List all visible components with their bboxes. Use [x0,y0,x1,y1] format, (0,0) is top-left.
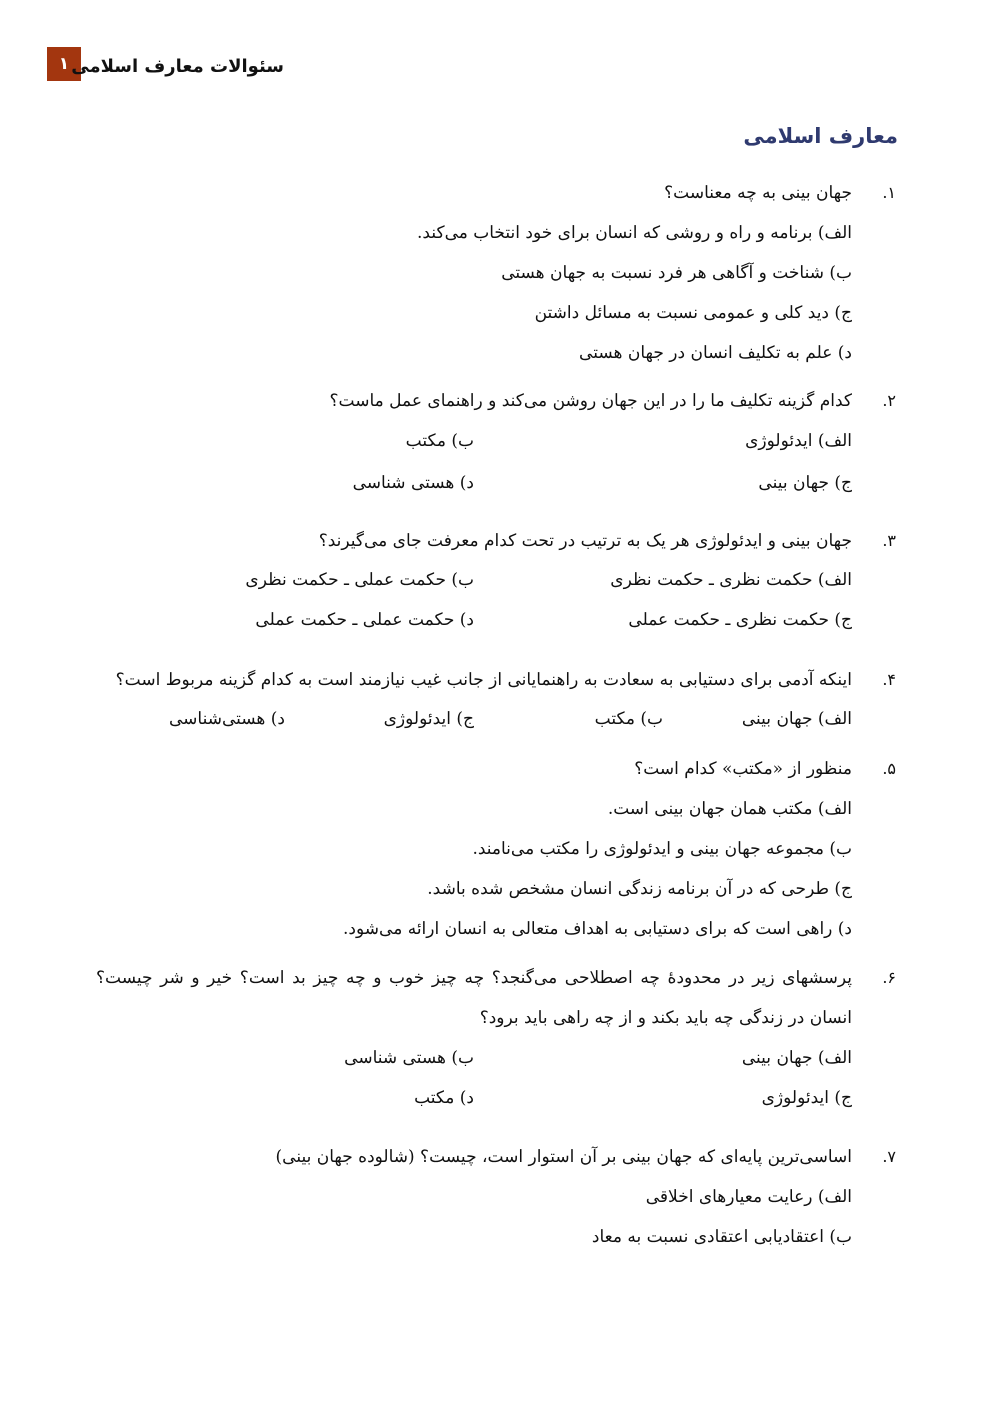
answer-option: د) حکمت عملی ـ حکمت عملی [255,610,474,630]
answer-option: الف) جهان بینی [741,709,852,729]
answer-option: ب) مجموعه جهان بینی و ایدئولوژی را مکتب می‌نامند. [472,839,852,859]
answer-option: الف) مکتب همان جهان بینی است. [607,799,852,819]
answer-option: ب) اعتقادیابی اعتقادی نسبت به معاد [591,1227,852,1247]
answer-option: ج) ایدئولوژی [383,709,474,729]
section-title: معارف اسلامی [743,124,898,148]
answer-option: د) راهی است که برای دستیابی به اهداف متعالی به انسان ارائه می‌شود. [343,919,852,939]
answer-option: الف) رعایت معیارهای اخلاقی [645,1187,852,1207]
question-text: منظور از «مکتب» کدام است؟ [634,759,852,779]
question-number: ۲. [882,391,896,410]
page-number-badge: ۱ [47,47,81,81]
answer-option: ب) مکتب [405,431,474,451]
answer-option: د) علم به تکلیف انسان در جهان هستی [579,343,852,363]
question-number: ۵. [882,759,896,778]
question-number: ۶. [882,968,896,987]
question-text: کدام گزینه تکلیف ما را در این جهان روشن می‌کند و راهنمای عمل ماست؟ [329,391,852,411]
answer-option: ج) ایدئولوژی [761,1088,852,1108]
answer-option: ب) شناخت و آگاهی هر فرد نسبت به جهان هستی [501,263,852,283]
question-text: انسان در زندگی چه باید بکند و از چه راهی باید برود؟ [479,1008,852,1028]
answer-option: د) هستی شناسی [352,473,474,493]
answer-option: الف) جهان بینی [741,1048,852,1068]
answer-option: ج) حکمت نظری ـ حکمت عملی [628,610,852,630]
question-text: پرسشهای زیر در محدودهٔ چه اصطلاحی می‌گنجد؟ چه چیز خوب و چه چیز بد است؟ خیر و شر چیست؟ [96,968,852,988]
answer-option: د) مکتب [414,1088,474,1108]
answer-option: الف) ایدئولوژی [745,431,852,451]
answer-option: ب) حکمت عملی ـ حکمت نظری [245,570,474,590]
answer-option: الف) برنامه و راه و روشی که انسان برای خود انتخاب می‌کند. [417,223,852,243]
answer-option: ج) طرحی که در آن برنامه زندگی انسان مشخص شده باشد. [427,879,852,899]
answer-option: ب) هستی شناسی [344,1048,474,1068]
question-number: ۴. [882,670,896,689]
answer-option: د) هستی‌شناسی [168,709,285,729]
answer-option: ب) مکتب [594,709,663,729]
question-number: ۷. [882,1147,896,1166]
question-text: جهان بینی و ایدئولوژی هر یک به ترتیب در تحت کدام معرفت جای می‌گیرند؟ [318,531,852,551]
answer-option: ج) جهان بینی [758,473,852,493]
question-number: ۱. [882,183,896,202]
answer-option: الف) حکمت نظری ـ حکمت نظری [610,570,852,590]
question-text: جهان بینی به چه معناست؟ [664,183,852,203]
question-number: ۳. [882,531,896,550]
question-text: اساسی‌ترین پایه‌ای که جهان بینی بر آن استوار است، چیست؟ (شالوده جهان بینی) [275,1147,852,1167]
answer-option: ج) دید کلی و عمومی نسبت به مسائل داشتن [534,303,852,323]
header-title: سئوالات معارف اسلامی [71,56,284,77]
question-text: اینکه آدمی برای دستیابی به سعادت به راهنمایانی از جانب غیب نیازمند است به کدام گزینه مربوط است؟ [115,670,852,690]
